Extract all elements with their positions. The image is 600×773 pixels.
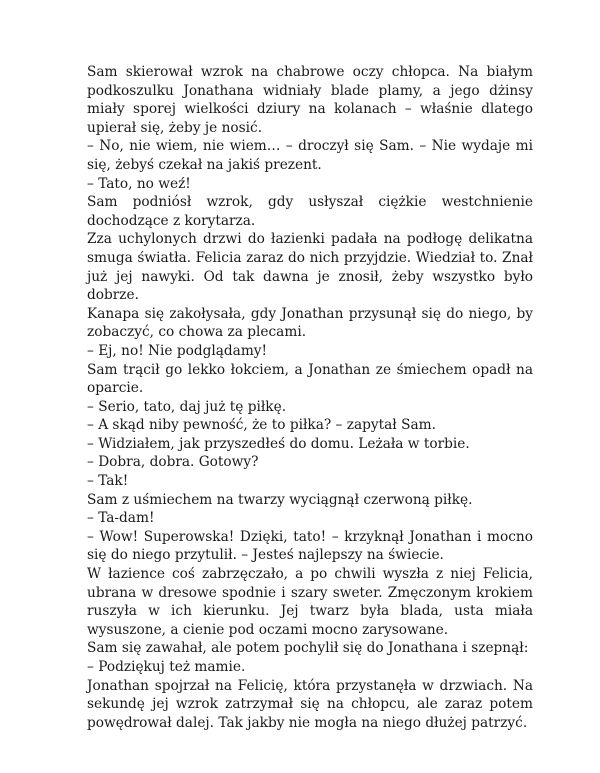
paragraph: Jonathan spojrzał na Felicię, która przystanęła w drzwiach. Na sekundę jej wzrok zatrzymał się na chłopcu, ale zaraz potem powędrował dalej. Tak jakby nie mogła na niego dłużej patrzyć.	[87, 677, 533, 731]
dialogue-line: – Ta-dam!	[87, 510, 155, 527]
dialogue-line: – No, nie wiem, nie wiem… – droczył się Sam. – Nie wydaje mi się, żebyś czekał na jakiś prezent.	[87, 138, 533, 173]
dialogue-line: – Dobra, dobra. Gotowy?	[87, 454, 259, 471]
paragraph: Sam skierował wzrok na chabrowe oczy chłopca. Na białym podkoszulku Jonathana widniały blade plamy, a jego dżinsy miały sporej wielkości dziury na kolanach – właśnie dlatego upierał się, żeby je nosić.	[87, 64, 533, 136]
paragraph: W łazience coś zabrzęczało, a po chwili wyszła z niej Felicia, ubrana w dresowe spodnie i szary sweter. Zmęczonym krokiem ruszyła w ich kierunku. Jej twarz była blada, usta miała wysuszone, a cienie pod oczami mocno zarysowane.	[87, 566, 533, 638]
paragraph: Sam się zawahał, ale potem pochylił się do Jonathana i szepnął:	[87, 640, 529, 657]
dialogue-line: – Tak!	[87, 473, 129, 490]
paragraph: Sam trącił go lekko łokciem, a Jonathan ze śmiechem opadł na oparcie.	[87, 361, 533, 397]
dialogue-line: – Tato, no weź!	[87, 175, 191, 192]
dialogue-line: – Wow! Superowska! Dzięki, tato! – krzyknął Jonathan i mocno się do niego przytulił. – Jesteś najlepszy na świecie.	[87, 528, 533, 564]
dialogue-line: – Serio, tato, daj już tę piłkę.	[87, 398, 287, 415]
book-page	[87, 63, 533, 732]
dialogue-line: – Ej, no! Nie podglądamy!	[87, 342, 268, 359]
dialogue-line: – Widziałem, jak przyszedłeś do domu. Leżała w torbie.	[87, 435, 470, 452]
paragraph: Sam podniósł wzrok, gdy usłyszał ciężkie westchnienie dochodzące z korytarza.	[87, 194, 533, 229]
paragraph: Zza uchylonych drzwi do łazienki padała na podłogę delikatna smuga światła. Felicia zaraz do nich przyjdzie. Wiedział to. Znał już jej nawyki. Od tak dawna je znosił, żeby wszystko było dobrze.	[87, 231, 533, 304]
dialogue-line: – Podziękuj też mamie.	[87, 659, 246, 675]
paragraph: Kanapa się zakołysała, gdy Jonathan przysunął się do niego, by zobaczyć, co chowa za plecami.	[87, 305, 533, 341]
dialogue-line: – A skąd niby pewność, że to piłka? – zapytał Sam.	[87, 417, 436, 434]
paragraph: Sam z uśmiechem na twarzy wyciągnął czerwoną piłkę.	[87, 491, 473, 508]
